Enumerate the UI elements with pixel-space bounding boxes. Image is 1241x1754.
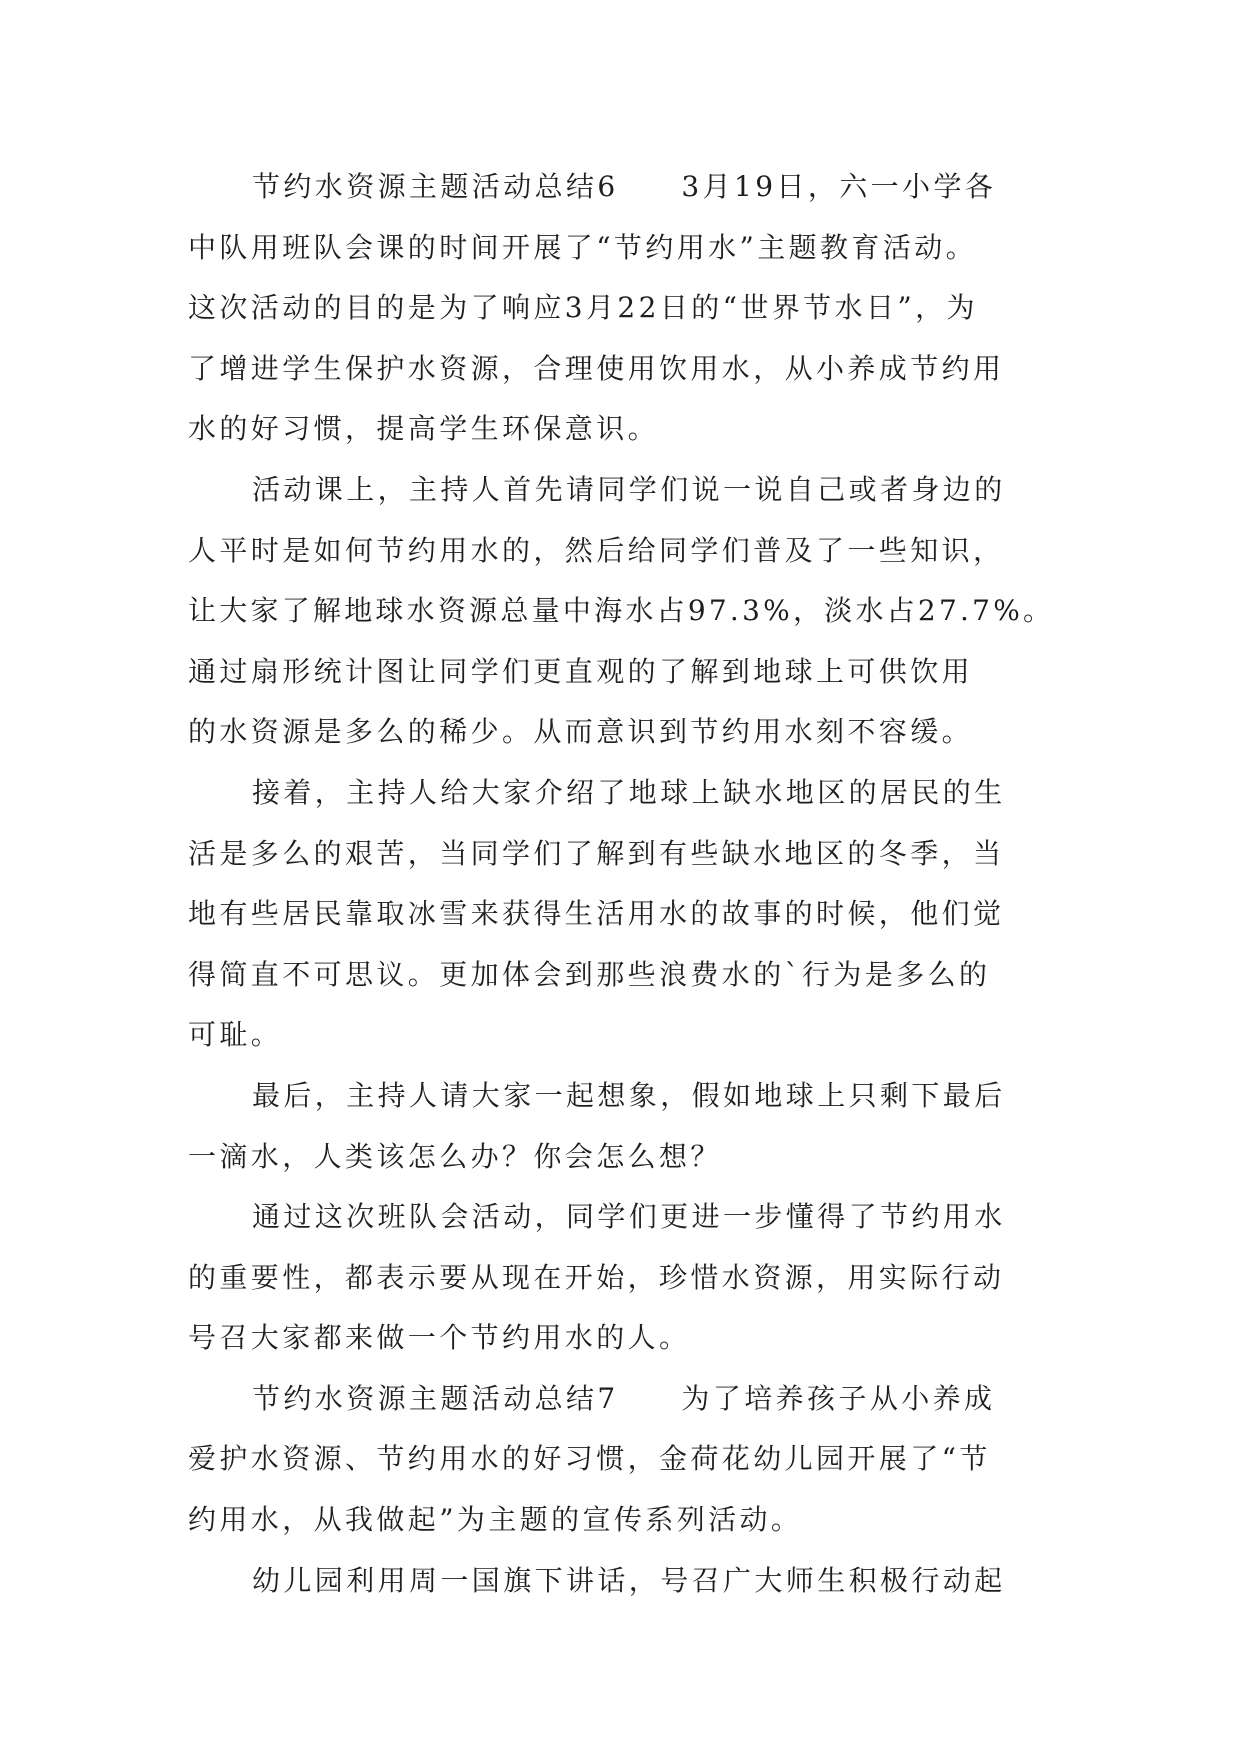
text-line: 水的好习惯，提高学生环保意识。	[188, 412, 660, 446]
text-line: 节约水资源主题活动总结7 为了培养孩子从小养成	[252, 1381, 996, 1415]
text-line: 活动课上，主持人首先请同学们说一说自己或者身边的	[252, 472, 1006, 506]
text-line: 的重要性，都表示要从现在开始，珍惜水资源，用实际行动	[188, 1260, 1005, 1294]
text-line: 约用水，从我做起”为主题的宣传系列活动。	[188, 1503, 803, 1537]
text-line: 接着，主持人给大家介绍了地球上缺水地区的居民的生	[252, 775, 1006, 809]
text-line: 这次活动的目的是为了响应3月22日的“世界节水日”，为	[188, 291, 978, 325]
text-line: 爱护水资源、节约用水的好习惯，金荷花幼儿园开展了“节	[188, 1442, 991, 1476]
text-line: 让大家了解地球水资源总量中海水占97.3%，淡水占27.7%。	[188, 594, 1055, 628]
text-line: 一滴水，人类该怎么办？你会怎么想？	[188, 1139, 722, 1173]
text-line: 通过扇形统计图让同学们更直观的了解到地球上可供饮用	[188, 654, 974, 688]
text-line: 活是多么的艰苦，当同学们了解到有些缺水地区的冬季，当	[188, 836, 1005, 870]
text-line: 地有些居民靠取冰雪来获得生活用水的故事的时候，他们觉	[188, 897, 1005, 931]
text-line: 了增进学生保护水资源，合理使用饮用水，从小养成节约用	[188, 351, 1005, 385]
text-line: 人平时是如何节约用水的，然后给同学们普及了一些知识，	[188, 533, 1005, 567]
text-line: 的水资源是多么的稀少。从而意识到节约用水刻不容缓。	[188, 715, 974, 749]
text-line: 可耻。	[188, 1018, 283, 1052]
text-line: 号召大家都来做一个节约用水的人。	[188, 1321, 691, 1355]
text-line: 幼儿园利用周一国旗下讲话，号召广大师生积极行动起	[252, 1563, 1006, 1597]
text-line: 节约水资源主题活动总结6 3月19日，六一小学各	[252, 170, 997, 203]
text-line: 通过这次班队会活动，同学们更进一步懂得了节约用水	[252, 1200, 1006, 1234]
document-body	[188, 157, 1054, 1611]
text-line: 得简直不可思议。更加体会到那些浪费水的`行为是多么的	[188, 957, 991, 991]
text-line: 中队用班队会课的时间开展了“节约用水”主题教育活动。	[188, 230, 978, 264]
text-line: 最后，主持人请大家一起想象，假如地球上只剩下最后	[252, 1078, 1006, 1112]
